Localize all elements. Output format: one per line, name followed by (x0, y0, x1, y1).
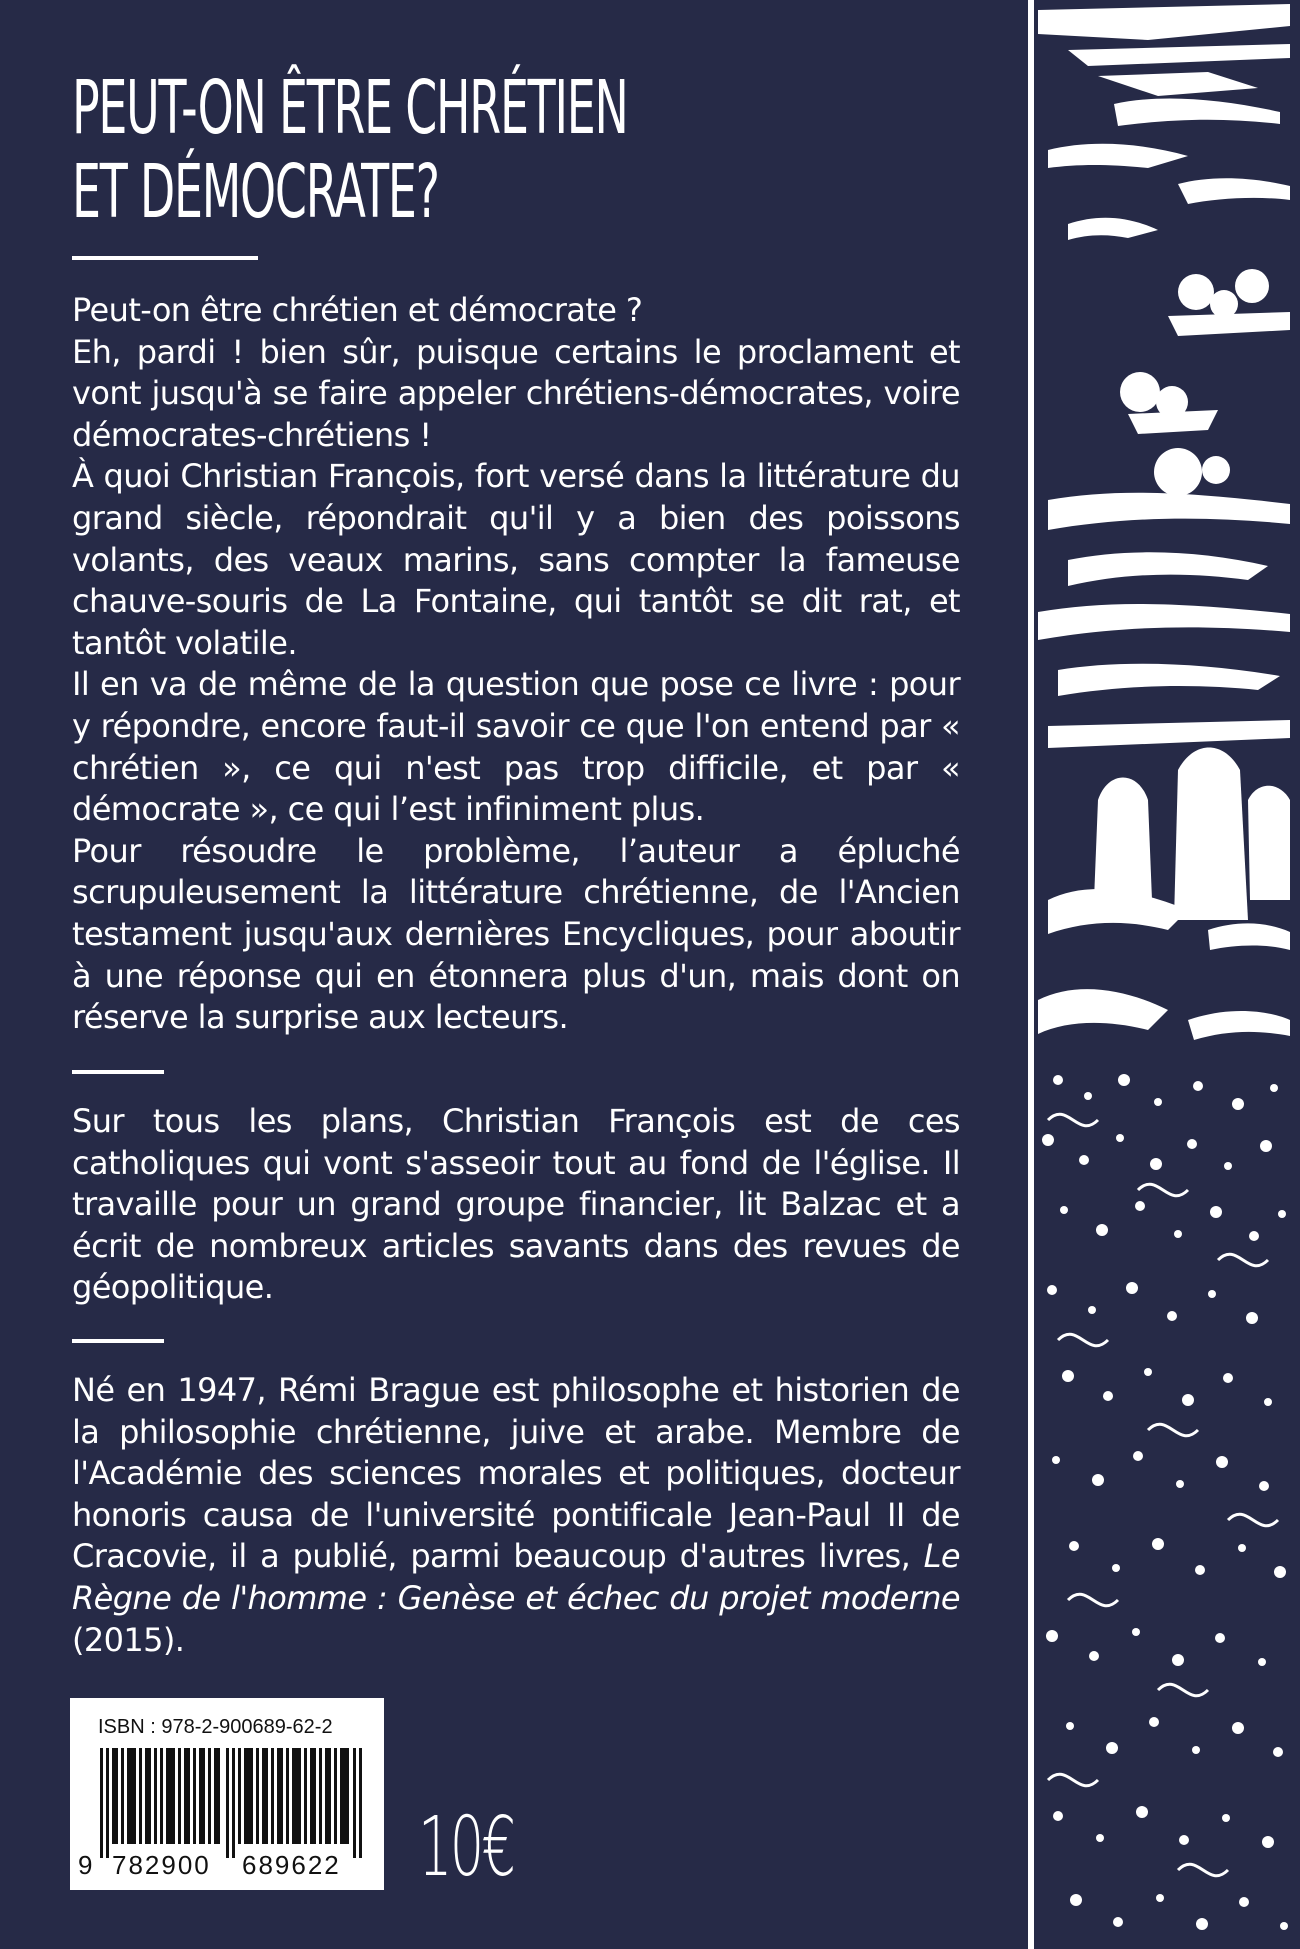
blurb-paragraph: Pour résoudre le problème, l’auteur a épluché scrupuleusement la littérature chrétienne, de l'Ancien testament jusqu'aux dernières Encycliques, pour aboutir à une réponse qui en étonnera plus d'un, mais dont on réserve la surprise aux lecteurs. (72, 831, 960, 1037)
section-divider (72, 1339, 164, 1343)
blurb-paragraph: Eh, pardi ! bien sûr, puisque certains le proclament et vont jusqu'à se faire appeler chrétiens-démocrates, voire démocrates-chrétiens ! (72, 332, 960, 454)
section-divider (72, 1070, 164, 1074)
cited-book-title: Le Règne de l'homme : Genèse et échec du projet moderne (72, 1537, 960, 1617)
isbn-label: ISBN : 978-2-900689-62-2 (98, 1716, 333, 1738)
blurb-paragraph: Peut-on être chrétien et démocrate ? (72, 291, 643, 329)
book-title-line-1: PEUT-ON ÊTRE CHRÉTIEN (72, 65, 628, 151)
price-label: 10€ (418, 1800, 514, 1895)
blurb-paragraph: À quoi Christian François, fort versé dans la littérature du grand siècle, répondrait qu'il y a bien des poissons volants, des veaux marins, sans compter la fameuse chauve-souris de La Fontaine, qui tantôt se dit rat, et tantôt volatile. (72, 457, 960, 662)
blurb (72, 290, 960, 1039)
book-title (72, 65, 628, 235)
barcode-first-digit: 9 (78, 1850, 93, 1880)
blurb-paragraph: Il en va de même de la question que pose ce livre : pour y répondre, encore faut-il savoir ce que l'on entend par « chrétien », ce qui n'est pas trop difficile, et par « démocrate », ce qui l’est infiniment plus. (72, 665, 960, 829)
preface-bio-paragraph (72, 1370, 960, 1661)
preface-author-bio (72, 1370, 960, 1661)
woodcut-illustration-icon (1028, 0, 1300, 1949)
book-title-line-2: ET DÉMOCRATE? (72, 149, 439, 235)
author-bio-text: Sur tous les plans, Christian François est de ces catholiques qui vont s'asseoir tout au fond de l'église. Il travaille pour un grand groupe financier, lit Balzac et a écrit de nombreux articles savants dans des revues de géopolitique. (72, 1102, 960, 1307)
barcode-box (70, 1698, 384, 1890)
author-bio (72, 1101, 960, 1309)
cited-book-year: (2015). (72, 1620, 185, 1659)
title-divider (72, 256, 258, 260)
barcode-right-digits: 689622 (242, 1850, 341, 1880)
preface-bio-text: Né en 1947, Rémi Brague est philosophe et historien de la philosophie chrétienne, juive et arabe. Membre de l'Académie des sciences morales et politiques, docteur honoris causa de l'université pontificale Jean-Paul II de Cracovie, il a publié, parmi beaucoup d'autres livres, (72, 1371, 960, 1576)
barcode-left-digits: 782900 (112, 1850, 211, 1880)
barcode-icon (100, 1748, 362, 1858)
